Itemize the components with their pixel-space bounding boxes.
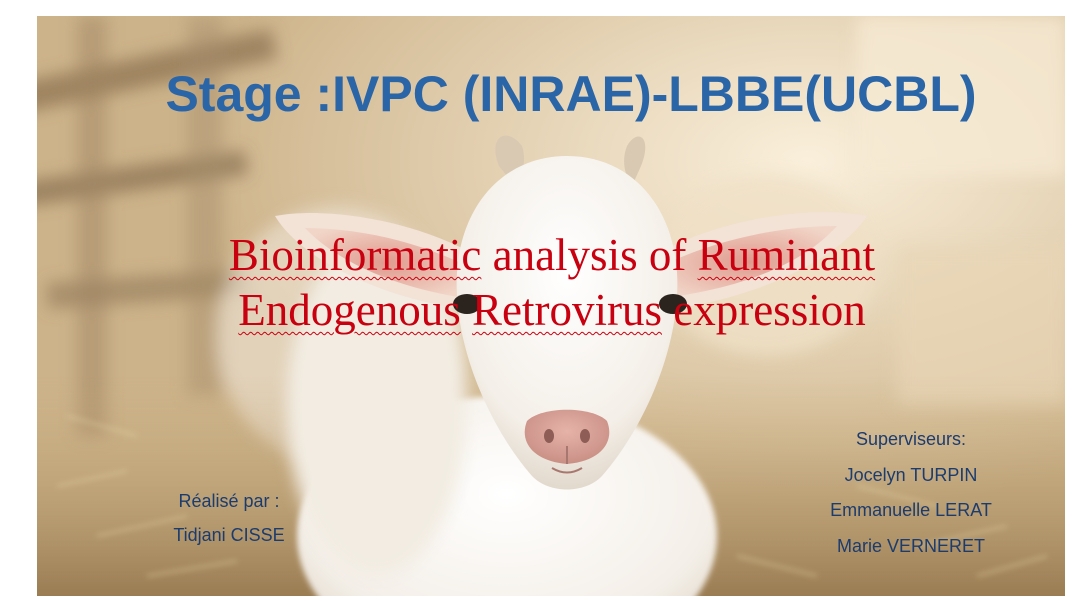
subtitle-word: Retrovirus: [472, 285, 662, 335]
author-label: Réalisé par :: [178, 491, 280, 511]
subtitle-word: Bioinformatic: [228, 230, 482, 280]
slide-subtitle: [187, 228, 917, 338]
supervisor-name: Jocelyn TURPIN: [844, 464, 978, 485]
supervisors-label: Superviseurs:: [855, 429, 967, 449]
subtitle-word: expression: [662, 285, 866, 335]
supervisor-name: Marie VERNERET: [836, 535, 986, 556]
subtitle-word: analysis of: [481, 230, 698, 280]
author-name: Tidjani CISSE: [173, 525, 285, 545]
subtitle-word: Endogenous: [238, 285, 461, 335]
slide-title: Stage :IVPC (INRAE)-LBBE(UCBL): [165, 66, 977, 122]
slide: [37, 16, 1065, 596]
author-block: [145, 484, 313, 552]
supervisor-name: Emmanuelle LERAT: [830, 500, 992, 520]
subtitle-word: Ruminant: [697, 230, 876, 280]
supervisors-block: [795, 422, 1027, 564]
